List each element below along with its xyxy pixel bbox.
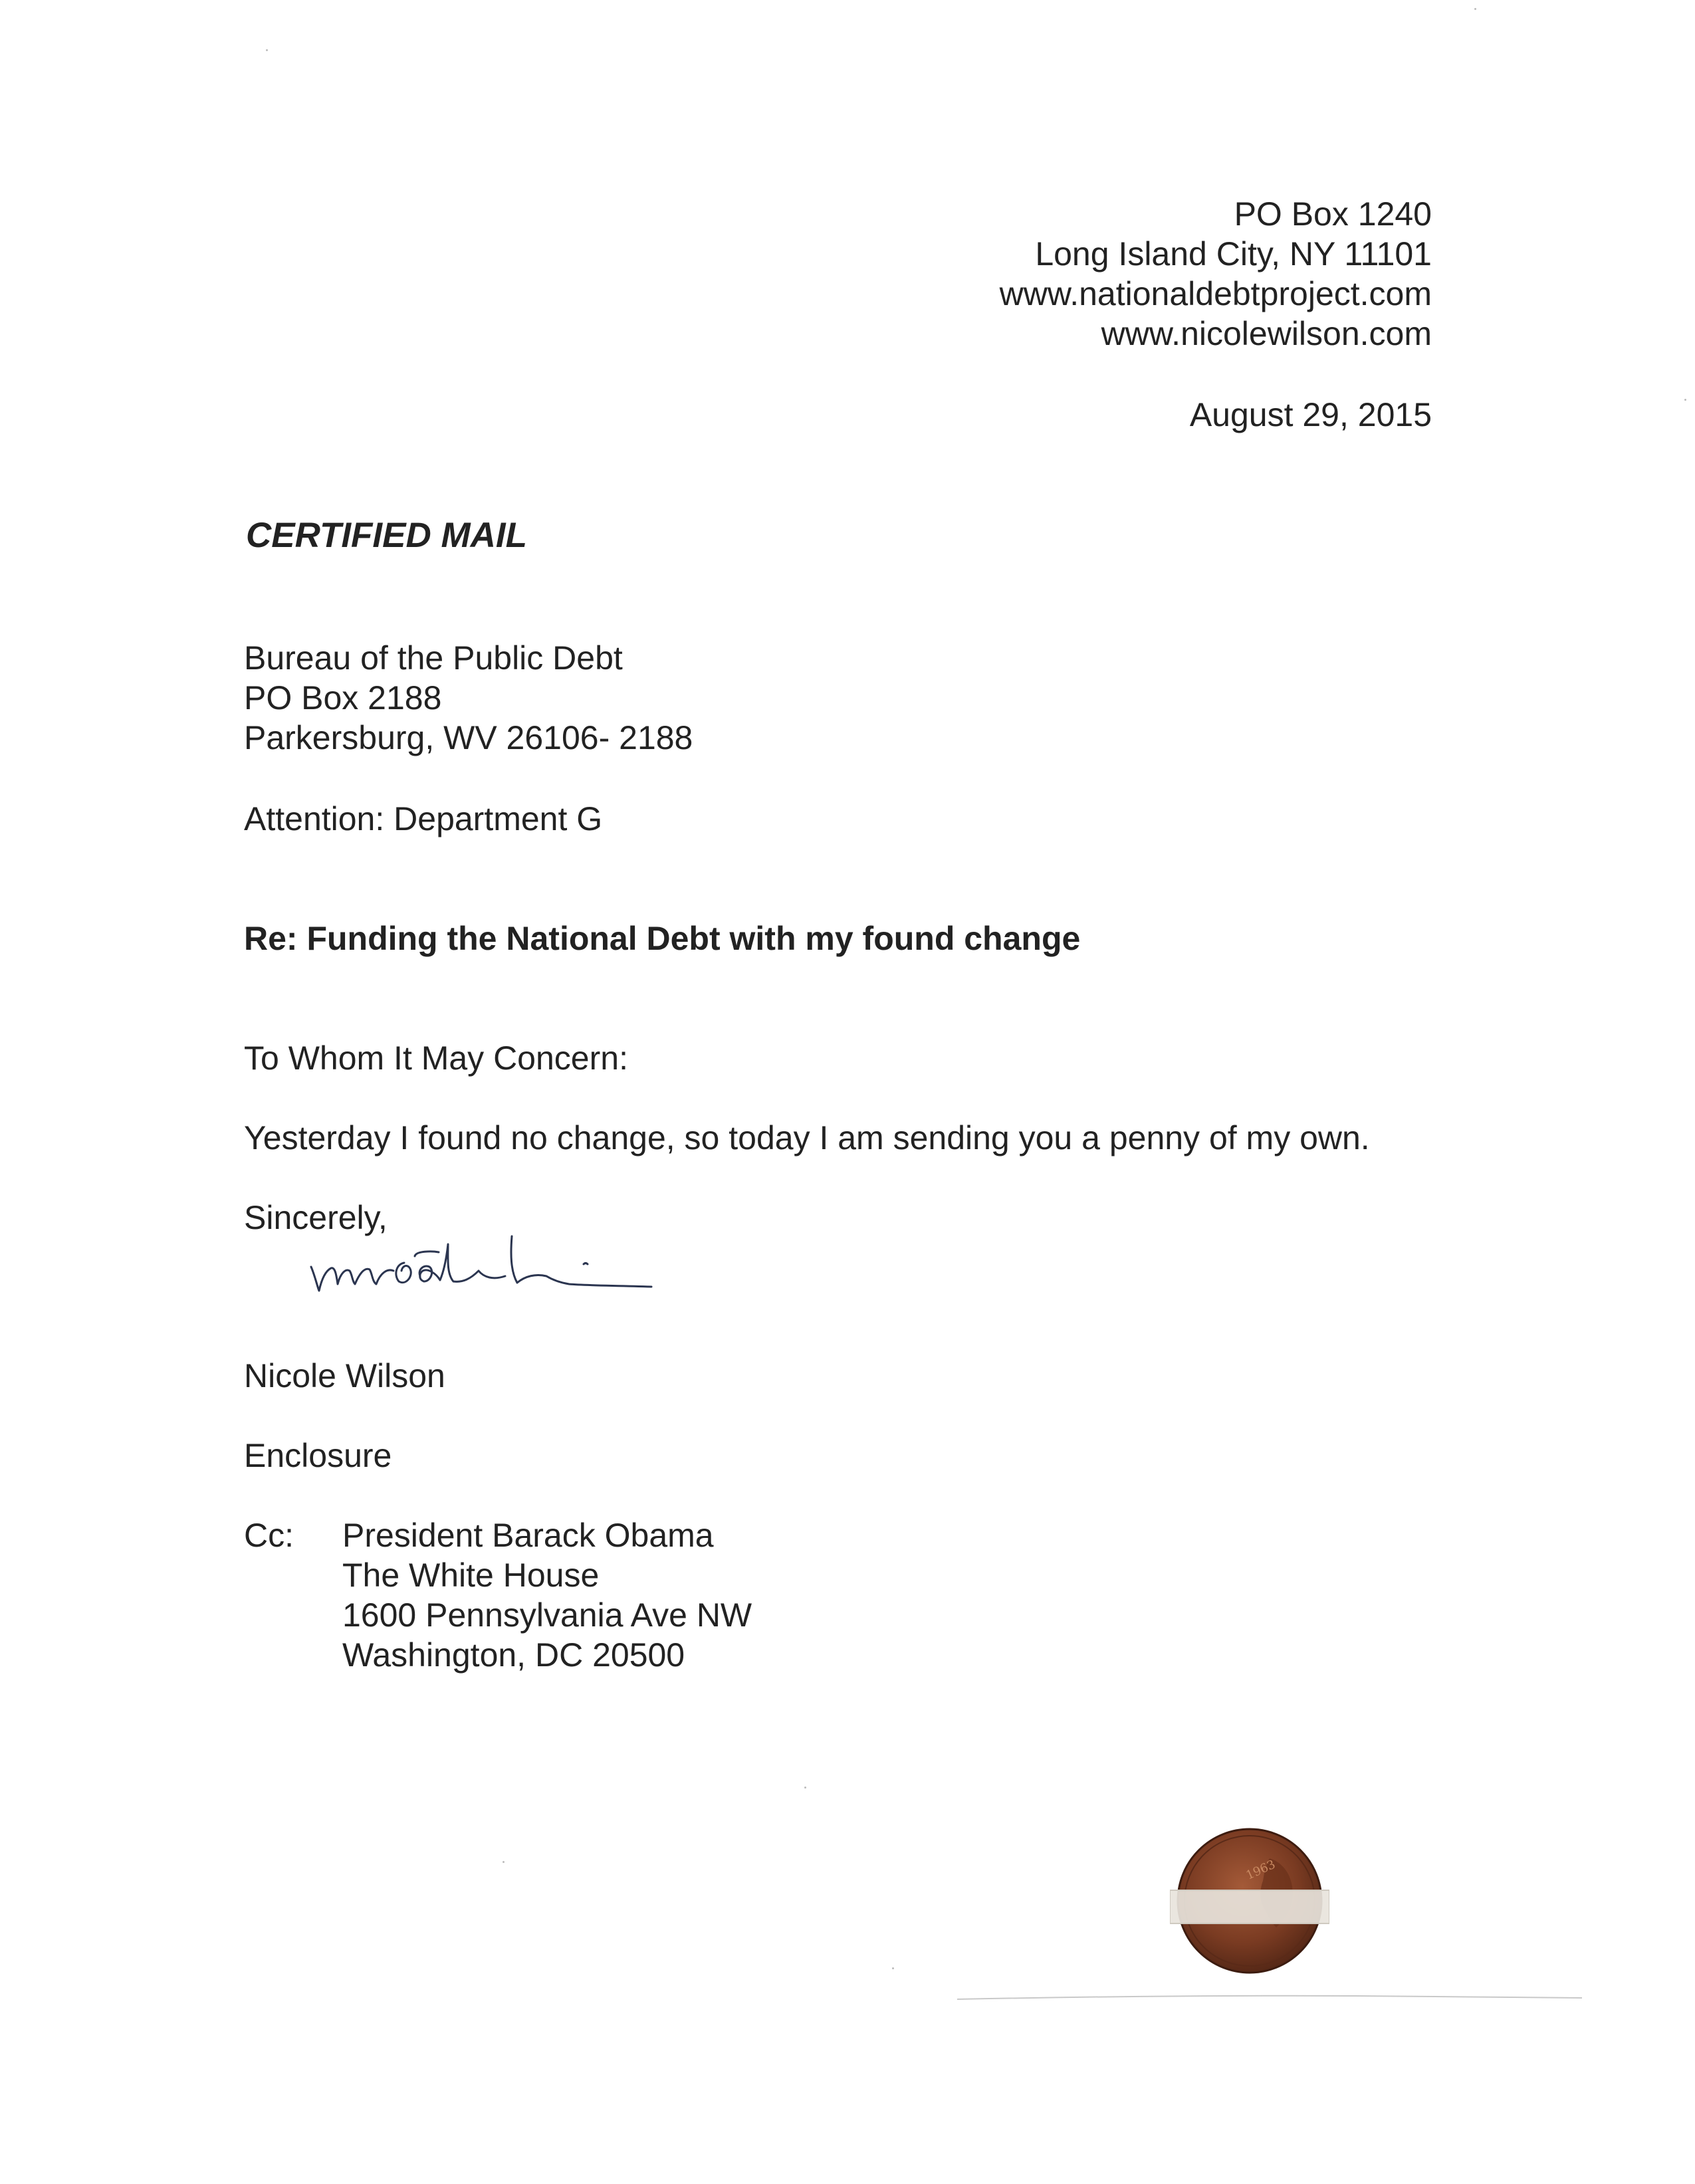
salutation: To Whom It May Concern: [244, 1039, 628, 1077]
cc-recipient-line: Washington, DC 20500 [342, 1636, 685, 1674]
cc-recipient-line: President Barack Obama [342, 1517, 714, 1554]
signer-name: Nicole Wilson [244, 1357, 445, 1394]
paper-speck [892, 1967, 894, 1969]
handwritten-signature [306, 1210, 771, 1316]
cc-label: Cc: [244, 1517, 294, 1554]
letter-date: August 29, 2015 [1189, 396, 1432, 433]
sender-address-line: Long Island City, NY 11101 [1035, 235, 1432, 273]
closing: Sincerely, [244, 1199, 388, 1236]
paper-speck [1474, 8, 1476, 10]
sender-website-line: www.nationaldebtproject.com [999, 275, 1432, 312]
recipient-address-line: Bureau of the Public Debt [244, 639, 623, 677]
sender-website-line: www.nicolewilson.com [1101, 315, 1432, 352]
paper-speck [804, 1787, 806, 1789]
enclosure-note: Enclosure [244, 1437, 392, 1474]
subject-line: Re: Funding the National Debt with my found change [244, 920, 1081, 957]
recipient-address-line: PO Box 2188 [244, 679, 442, 716]
letter-body: Yesterday I found no change, so today I am sending you a penny of my own. [244, 1119, 1370, 1156]
svg-text:1963: 1963 [1244, 1857, 1278, 1883]
cc-recipient [342, 1515, 752, 1675]
sender-address-line: PO Box 1240 [1234, 195, 1432, 233]
sender-address [1000, 194, 1432, 354]
paper-speck [503, 1861, 505, 1863]
cc-recipient-line: 1600 Pennsylvania Ave NW [342, 1596, 752, 1634]
cc-recipient-line: The White House [342, 1557, 600, 1594]
attention-line: Attention: Department G [244, 800, 603, 837]
penny-coin-icon [1170, 1821, 1329, 1981]
certified-mail-heading: CERTIFIED MAIL [246, 516, 528, 555]
paper-speck [1684, 399, 1686, 401]
recipient-address [244, 638, 693, 758]
tape-edge-line [957, 1994, 1582, 2002]
recipient-address-line: Parkersburg, WV 26106- 2188 [244, 719, 693, 756]
paper-speck [266, 49, 268, 51]
